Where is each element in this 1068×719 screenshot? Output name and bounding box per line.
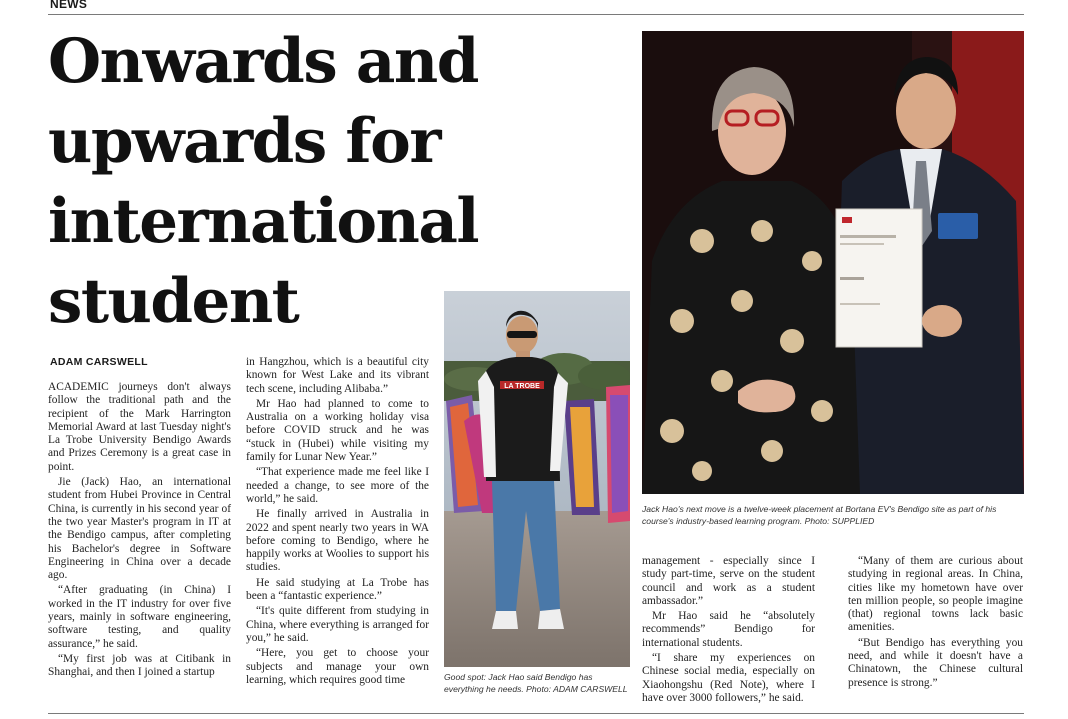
paragraph: ACADEMIC journeys don't always follow the traditional path and the recipient of the Mark Harrington Memorial Award at last Tuesday night's La Trobe University Bendigo Awards and Prizes Ceremony is a great case in point.	[48, 381, 231, 473]
paragraph: He said studying at La Trobe has been a “fantastic experience.”	[246, 576, 429, 603]
headline: Onwards and upwards for international student	[48, 26, 479, 337]
paragraph: Mr Hao said he “absolutely recommends” Bendigo for international students.	[642, 610, 815, 649]
body-column-2	[246, 356, 429, 689]
paragraph: He finally arrived in Australia in 2022 and spent nearly two years in WA before coming to Bendigo, where he happily works at Woolies to support his studies.	[246, 508, 429, 574]
body-column-1	[48, 381, 231, 682]
photo-award-caption: Jack Hao's next move is a twelve-week placement at Bortana EV's Bendigo site as part of his course's industry-based learning program. Photo: SUPPLIED	[642, 504, 997, 526]
section-label: NEWS	[50, 0, 88, 11]
paragraph: “But Bendigo has everything you need, and while it doesn't have a Chinatown, the Chinese cultural presence is strong.”	[848, 636, 1023, 689]
photo-student-image	[444, 291, 630, 667]
byline: ADAM CARSWELL	[50, 356, 148, 368]
paragraph: “Many of them are curious about studying in regional areas. In China, cities like my hometown have over ten million people, so people imagine (that) regional towns lack basic amenities.	[848, 555, 1023, 634]
photo-award	[642, 31, 1024, 494]
body-column-3	[642, 555, 815, 707]
paragraph: “After graduating (in China) I worked in the IT industry for over five years, mainly in software engineering, software testing, and quality assurance,” he said.	[48, 584, 231, 650]
photo-award-image	[642, 31, 1024, 494]
paragraph: in Hangzhou, which is a beautiful city known for West Lake and its vibrant tech scene, including Alibaba.”	[246, 356, 429, 395]
body-column-4	[848, 555, 1023, 692]
paragraph: “My first job was at Citibank in Shanghai, and then I joined a startup	[48, 652, 231, 679]
paragraph: “That experience made me feel like I needed a change, to see more of the world,” he said.	[246, 466, 429, 505]
paragraph: Mr Hao had planned to come to Australia on a working holiday visa before COVID struck and he was “stuck in (Hubei) while visiting my family for Lunar New Year.”	[246, 397, 429, 464]
paragraph: “It's quite different from studying in China, where everything is arranged for you,” he said.	[246, 605, 429, 644]
shirt-logo-text: LA TROBE	[504, 383, 540, 390]
paragraph: “I share my experiences on Chinese social media, especially on Xiaohongshu (Red Note), where I have over 3000 followers,” he said.	[642, 652, 815, 704]
paragraph: Jie (Jack) Hao, an international student from Hubei Province in Central China, is currently in his second year of the two year Master's program in IT at the Bendigo campus, after completing his Bachelor's degree in Software Engineering in China over a decade ago.	[48, 476, 231, 582]
paragraph: management - especially since I study part-time, serve on the student council and work as a student ambassador.”	[642, 555, 815, 607]
photo-student	[444, 291, 630, 667]
top-rule	[48, 14, 1024, 15]
paragraph: “Here, you get to choose your subjects and manage your own learning, which requires good time	[246, 647, 429, 686]
bottom-rule	[48, 713, 1024, 714]
photo-student-caption: Good spot: Jack Hao said Bendigo has everything he needs. Photo: ADAM CARSWELL	[444, 672, 628, 694]
